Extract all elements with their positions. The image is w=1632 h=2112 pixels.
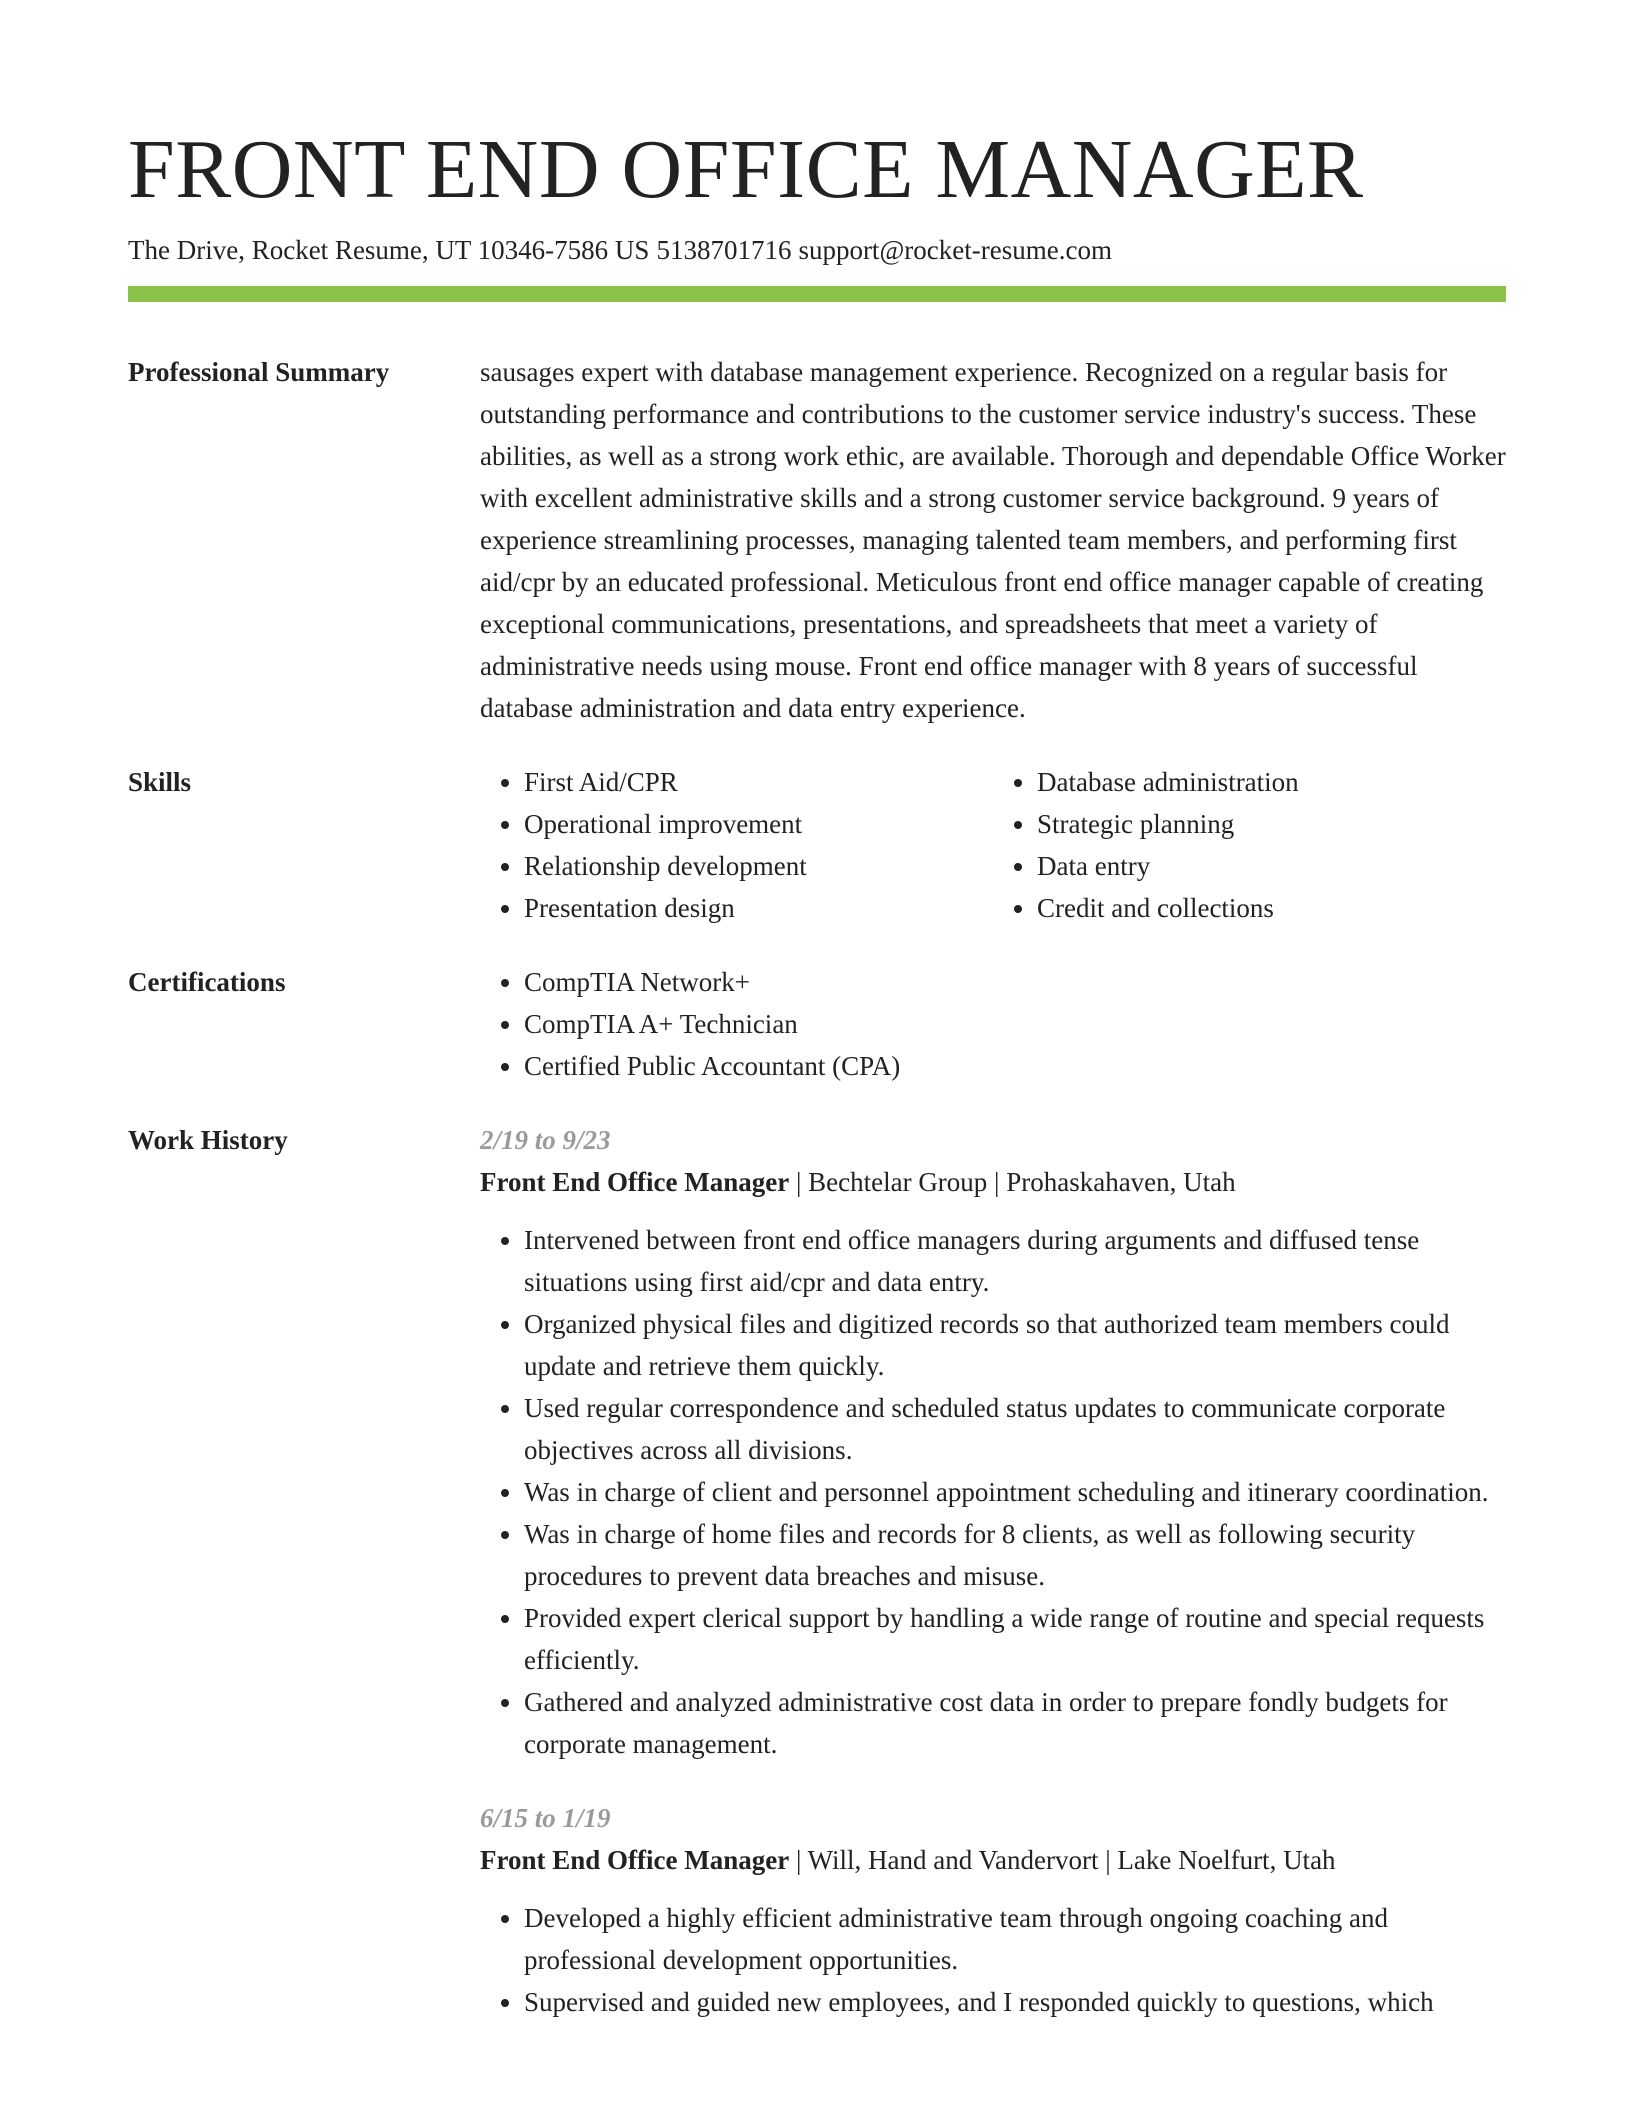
job-bullet: • Developed a highly efficient administrative team through ongoing coaching and professional development opportunities.: [524, 1897, 1506, 1981]
skills-list-right: [993, 761, 1506, 929]
certifications-list: [480, 961, 1506, 1087]
work-history-section: [128, 1119, 1506, 2055]
job-bullet: • Supervised and guided new employees, and I responded quickly to questions, which: [524, 1981, 1506, 2023]
job-entry: [480, 1119, 1506, 1765]
summary-text: sausages expert with database management experience. Recognized on a regular basis for outstanding performance and contributions to the customer service industry's success. These abilities, as well as a strong work ethic, are available. Thorough and dependable Office Worker with excellent administrative skills and a strong customer service background. 9 years of experience streamlining processes, managing talented team members, and performing first aid/cpr by an educated professional. Meticulous front end office manager capable of creating exceptional communications, presentations, and spreadsheets that meet a variety of administrative needs using mouse. Front end office manager with 8 years of successful database administration and data entry experience.: [480, 357, 1506, 723]
skills-list-left: [480, 761, 993, 929]
job-details: | Bechtelar Group | Prohaskahaven, Utah: [789, 1167, 1236, 1197]
contact-line: [128, 232, 1119, 268]
job-bullet: • Gathered and analyzed administrative cost data in order to prepare fondly budgets for corporate management.: [524, 1681, 1506, 1765]
professional-summary-section: [128, 351, 1506, 729]
job-bullets: [480, 1219, 1506, 1765]
skills-grid: [480, 761, 1506, 929]
job-dates: 2/19 to 9/23: [480, 1125, 611, 1155]
contact-phone: 5138701716: [656, 235, 792, 265]
job-bullet: • Intervened between front end office managers during arguments and diffused tense situations using first aid/cpr and data entry.: [524, 1219, 1506, 1303]
skill-item: • Data entry: [1037, 845, 1506, 887]
skill-item: • Presentation design: [524, 887, 993, 929]
job-heading: [480, 1161, 1506, 1203]
skills-section: [128, 761, 1506, 929]
skill-item: • Database administration: [1037, 761, 1506, 803]
skill-item: • Strategic planning: [1037, 803, 1506, 845]
job-entry: [480, 1797, 1506, 2023]
section-body: [480, 1119, 1506, 2055]
certifications-section: [128, 961, 1506, 1087]
job-dates: 6/15 to 1/19: [480, 1803, 611, 1833]
job-heading: [480, 1839, 1506, 1881]
job-bullet: • Used regular correspondence and scheduled status updates to communicate corporate objectives across all divisions.: [524, 1387, 1506, 1471]
skill-item: • Operational improvement: [524, 803, 993, 845]
certification-item: • CompTIA A+ Technician: [524, 1003, 1506, 1045]
job-bullet: • Was in charge of home files and records for 8 clients, as well as following security procedures to prevent data breaches and misuse.: [524, 1513, 1506, 1597]
certification-item: • CompTIA Network+: [524, 961, 1506, 1003]
job-bullet: • Organized physical files and digitized records so that authorized team members could update and retrieve them quickly.: [524, 1303, 1506, 1387]
section-body: [480, 351, 1506, 729]
header-accent-bar: [128, 286, 1506, 302]
section-label: Professional Summary: [128, 357, 390, 387]
section-label: Skills: [128, 767, 192, 797]
job-title: Front End Office Manager: [480, 1167, 790, 1197]
job-title: Front End Office Manager: [480, 1845, 790, 1875]
skill-item: • Relationship development: [524, 845, 993, 887]
section-body: [480, 961, 1506, 1087]
skill-item: • Credit and collections: [1037, 887, 1506, 929]
skill-item: • First Aid/CPR: [524, 761, 993, 803]
job-bullet: • Provided expert clerical support by handling a wide range of routine and special requests efficiently.: [524, 1597, 1506, 1681]
section-label: Certifications: [128, 967, 286, 997]
resume-name-heading: FRONT END OFFICE MANAGER: [128, 123, 1364, 216]
certification-item: • Certified Public Accountant (CPA): [524, 1045, 1506, 1087]
job-bullet: • Was in charge of client and personnel appointment scheduling and itinerary coordination.: [524, 1471, 1506, 1513]
section-label: Work History: [128, 1125, 288, 1155]
contact-address: The Drive, Rocket Resume, UT 10346-7586 US: [128, 235, 650, 265]
contact-email[interactable]: support@rocket-resume.com: [798, 235, 1112, 265]
job-details: | Will, Hand and Vandervort | Lake Noelfurt, Utah: [789, 1845, 1336, 1875]
job-bullets: [480, 1897, 1506, 2023]
resume-content: [128, 351, 1506, 2055]
